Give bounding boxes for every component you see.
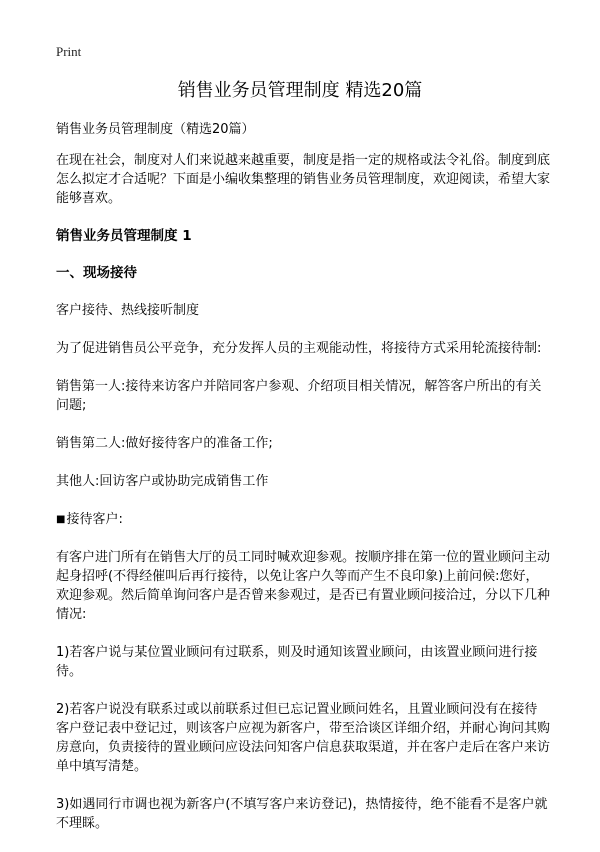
bullet-text: 接待客户: (66, 512, 123, 527)
document-subtitle: 销售业务员管理制度（精选20篇） (56, 122, 255, 137)
paragraph-case-1: 1)若客户说与某位置业顾问有过联系，则及时通知该置业顾问，由该置业顾问进行接待。 (56, 645, 538, 679)
paragraph-first-person: 销售第一人:接待来访客户并陪同客户参观、介绍项目相关情况，解答客户所出的有关问题; (56, 379, 542, 413)
section-heading: 销售业务员管理制度 1 (56, 228, 192, 244)
print-label[interactable]: Print (56, 44, 82, 59)
document-body (56, 120, 550, 852)
paragraph-greeting-procedure: 有客户进门所有在销售大厅的员工同时喊欢迎参观。按顺序排在第一位的置业顾问主动起身招呼(不得经催叫后再行接待，以免让客户久等而产生不良印象)上前问候:您好，欢迎参观。然后简单询问客户是否曾来参观过，是否已有置业顾问接洽过，分以下几种情况: (56, 550, 551, 622)
subsection-heading: 一、现场接待 (56, 265, 137, 281)
paragraph-case-3: 3)如遇同行市调也视为新客户(不填写客户来访登记)，热情接待，绝不能看不是客户就不理睬。 (56, 797, 548, 831)
document-title: 销售业务员管理制度 精选20篇 (177, 80, 423, 101)
paragraph-receiving-customers (56, 510, 550, 529)
paragraph-reception-system: 客户接待、热线接听制度 (56, 303, 200, 318)
paragraph-rotation-rule: 为了促进销售员公平竞争，充分发挥人员的主观能动性，将接待方式采用轮流接待制: (56, 341, 542, 356)
paragraph-others: 其他人:回访客户或协助完成销售工作 (56, 474, 269, 489)
paragraph-case-2: 2)若客户说没有联系过或以前联系过但已忘记置业顾问姓名，且置业顾问没有在接待客户登记表中登记过，则该客户应视为新客户，带至洽谈区详细介绍，并耐心询问其购房意向，负责接待的置业顾问应设法问知客户信息获取渠道，并在客户走后在客户来访单中填写清楚。 (56, 702, 551, 774)
bullet-square-icon: ■ (56, 514, 66, 525)
paragraph-second-person: 销售第二人:做好接待客户的准备工作; (56, 436, 273, 451)
intro-paragraph: 在现在社会，制度对人们来说越来越重要，制度是指一定的规格或法令礼俗。制度到底怎么拟定才合适呢？下面是小编收集整理的销售业务员管理制度，欢迎阅读，希望大家能够喜欢。 (56, 153, 551, 206)
